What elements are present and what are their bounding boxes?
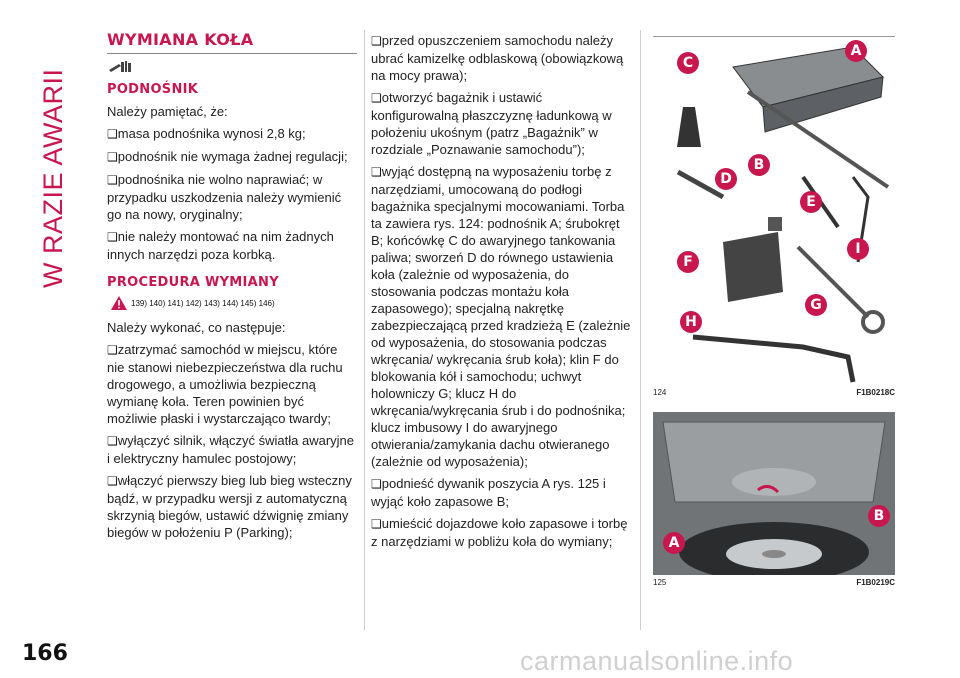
- column-divider-2: [640, 30, 641, 630]
- jack-bullet: ❑ podnośnika nie wolno naprawiać; w przypadku uszkodzenia należy wymienić go na nowy, oryginalny;: [107, 171, 357, 223]
- figure-label-d: D: [715, 168, 737, 190]
- title-rule: [107, 53, 357, 54]
- figure-number: 124: [653, 388, 667, 397]
- watermark: carmanualsonline.info: [520, 646, 794, 676]
- procedure-bullet: ❑ otworzyć bagażnik i ustawić konfigurowalną płaszczyznę ładunkową w położeniu ukośnym (patrz „Bagażnik” w rozdziale „Poznawanie samochodu”);: [371, 89, 631, 158]
- figure-label-b: B: [868, 505, 890, 527]
- column-2: [371, 32, 631, 555]
- figure-label-c: C: [677, 52, 699, 74]
- column-divider-1: [364, 30, 365, 630]
- chapter-side-title-text: W RAZIE AWARII: [38, 68, 68, 288]
- figure-125-spare-wheel: [653, 412, 895, 575]
- figure-number: 125: [653, 578, 667, 587]
- spare-wheel-illustration: [653, 412, 895, 575]
- jack-bullet: ❑ nie należy montować na nim żadnych innych narzędzi poza korbką.: [107, 228, 357, 263]
- tool-icon-row: [107, 58, 357, 78]
- procedure-bullet: ❑ umieścić dojazdowe koło zapasowe i torbę z narzędziami w pobliżu koła do wymiany;: [371, 515, 631, 550]
- figure-label-e: E: [800, 191, 822, 213]
- figure-code: F1B0219C: [856, 578, 895, 587]
- procedure-bullet: ❑ zatrzymać samochód w miejscu, które nie stanowi niebezpieczeństwa dla ruchu drogowego, a umożliwia bezpieczną wymianę koła. Teren powinien być możliwie płaski i wystarczająco twardy;: [107, 341, 357, 427]
- figure-label-i: I: [847, 238, 869, 260]
- figure-code: F1B0218C: [856, 388, 895, 397]
- tool-kit-illustration: [653, 37, 895, 387]
- figure-124-caption: [653, 388, 895, 397]
- jack-bullet: ❑ podnośnik nie wymaga żadnej regulacji;: [107, 148, 357, 166]
- warning-triangle-icon: [111, 296, 127, 310]
- procedure-bullet: ❑ wyłączyć silnik, włączyć światła awaryjne i elektryczny hamulec postojowy;: [107, 432, 357, 467]
- chapter-side-title: [30, 28, 80, 588]
- page-number: 166: [22, 641, 68, 666]
- subsection-title-jack: PODNOŚNIK: [107, 82, 199, 97]
- figure-125-caption: [653, 578, 895, 587]
- procedure-bullet: ❑ przed opuszczeniem samochodu należy ubrać kamizelkę odblaskową (obowiązkową na mocy prawa);: [371, 32, 631, 84]
- figure-124-tool-kit: [653, 36, 895, 387]
- jack-bullet: ❑ masa podnośnika wynosi 2,8 kg;: [107, 125, 357, 143]
- jack-intro: Należy pamiętać, że:: [107, 104, 228, 119]
- figure-label-g: G: [805, 294, 827, 316]
- column-1: [107, 30, 357, 546]
- figure-label-f: F: [677, 251, 699, 273]
- warning-references: 139) 140) 141) 142) 143) 144) 145) 146): [131, 298, 275, 308]
- warning-row: [111, 296, 357, 310]
- subsection-title-procedure: PROCEDURA WYMIANY: [107, 275, 279, 290]
- section-title: WYMIANA KOŁA: [107, 30, 254, 49]
- procedure-bullet: ❑ podnieść dywanik poszycia A rys. 125 i wyjąć koło zapasowe B;: [371, 475, 631, 510]
- figure-label-b: B: [748, 154, 770, 176]
- wrench-wheel-icon: [107, 58, 133, 76]
- procedure-bullet: ❑ wyjąć dostępną na wyposażeniu torbę z narzędziami, umocowaną do podłogi bagażnika specjalnymi mocowaniami. Torba ta zawiera rys. 124: podnośnik A; śrubokręt B; końcówkę C do awaryjnego tankowania paliwa; sworzeń D do równego ustawienia koła (zależnie od wyposażenia, do stosowania podczas montażu koła zapasowego); specjalną nakrętkę zabezpieczającą przed kradzieżą E (zależnie od wyposażenia, do stosowania podczas wkręcania/ wykręcania śrub koła); klin F do blokowania kół i samochodu; uchwyt holowniczy G; klucz H do wkręcania/wykręcania śrub i do podnośnika; klucz imbusowy I do awaryjnego otwierania/zamykania dachu otwieranego (zależnie od wyposażenia);: [371, 163, 631, 470]
- figure-label-a: A: [663, 532, 685, 554]
- figure-label-a: A: [845, 40, 867, 62]
- procedure-intro: Należy wykonać, co następuje:: [107, 320, 286, 335]
- procedure-bullet: ❑ włączyć pierwszy bieg lub bieg wsteczny bądź, w przypadku wersji z automatyczną skrzynią biegów, ustawić dźwignię zmiany biegów w położeniu P (Parking);: [107, 472, 357, 541]
- figure-label-h: H: [680, 311, 702, 333]
